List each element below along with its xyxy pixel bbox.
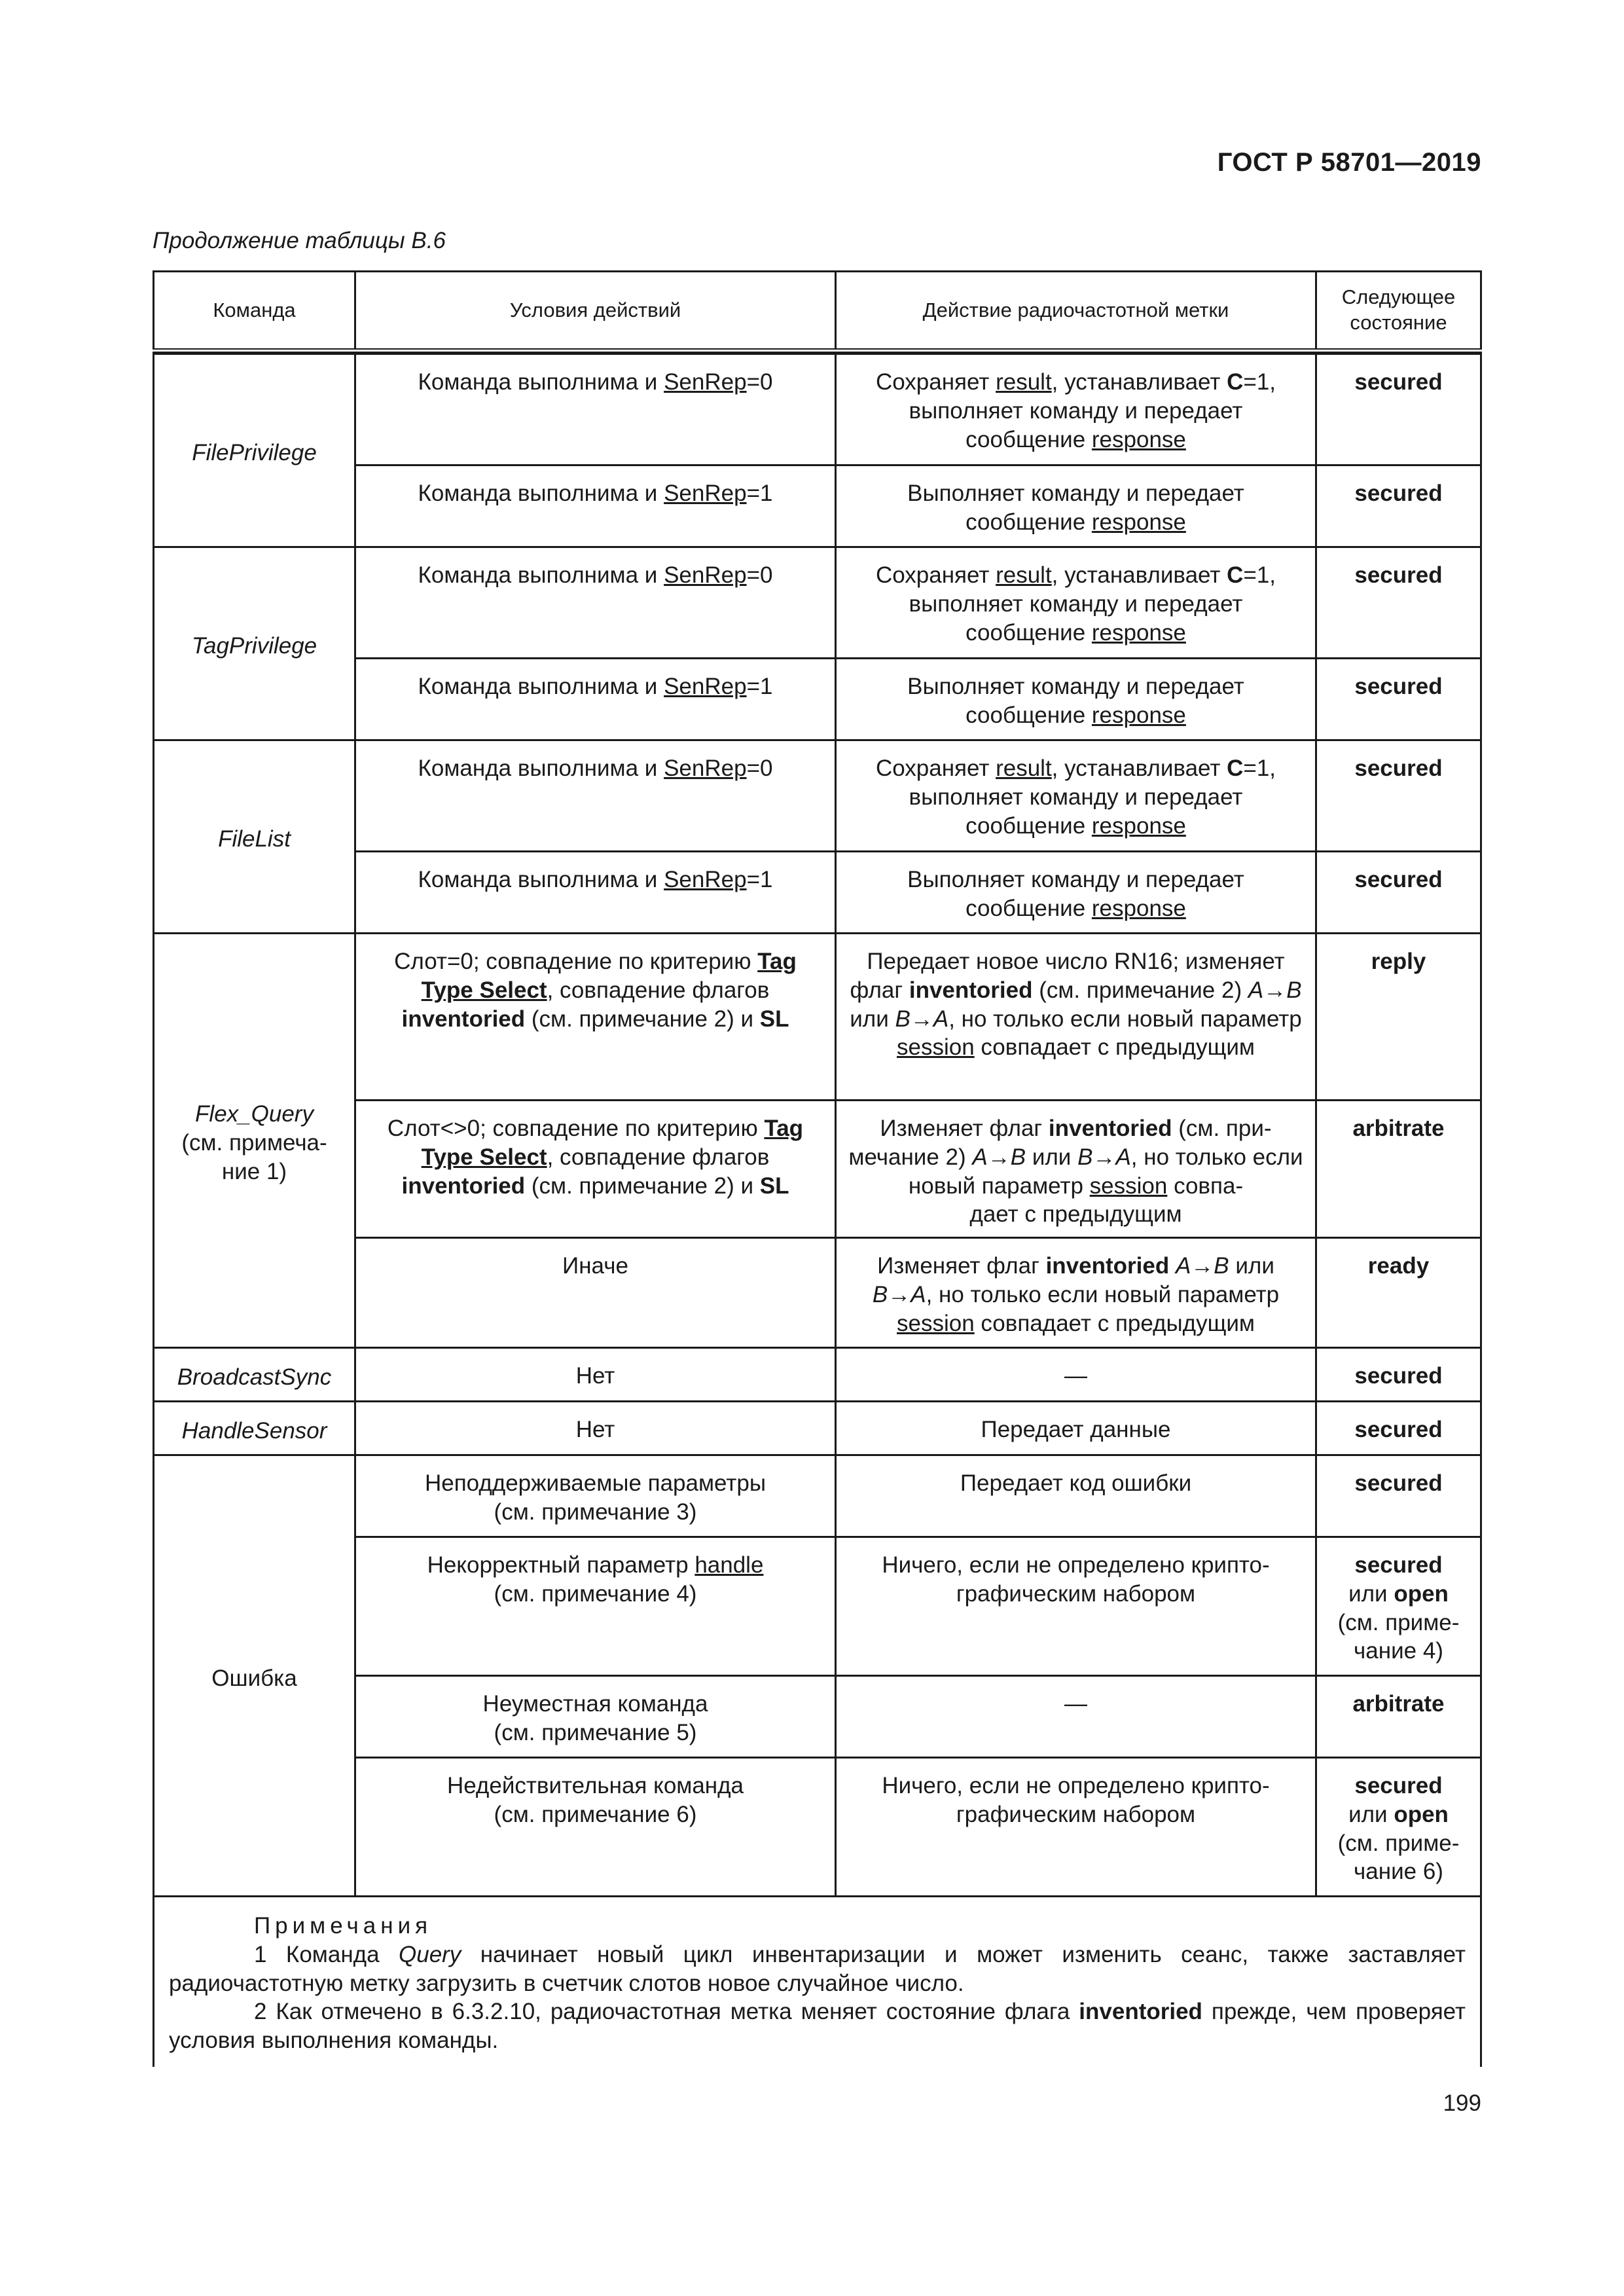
table-row [154, 1348, 1481, 1402]
next-state-cell: ready [1316, 1238, 1481, 1348]
table-caption: Продолжение таблицы В.6 [153, 228, 446, 253]
condition-cell: Команда выполнима и SenRep=0 [355, 740, 836, 852]
condition-cell: Слот<>0; совпадение по критерию Tag Type Select, совпадение флагов inventoried (см. примечание 2) и SL [355, 1101, 836, 1238]
action-cell: Выполняет команду и передает сообщение response [836, 465, 1316, 547]
table-header-row [154, 272, 1481, 351]
next-state-cell: arbitrate [1316, 1676, 1481, 1758]
table-row [154, 740, 1481, 852]
command-cell: BroadcastSync [154, 1348, 355, 1402]
command-cell: FilePrivilege [154, 354, 355, 547]
note-item: 2 Как отмечено в 6.3.2.10, радиочастотная метка меняет состояние флага inventoried прежде, чем проверяет условия выполнения команды. [169, 1999, 1466, 2053]
next-state-cell: reply [1316, 934, 1481, 1101]
condition-cell: Команда выполнима и SenRep=0 [355, 547, 836, 659]
action-cell: Сохраняет result, устанавливает C=1, выполняет команду и передает сообщение response [836, 740, 1316, 852]
action-cell: Сохраняет result, устанавливает C=1, выполняет команду и передает сообщение response [836, 354, 1316, 465]
condition-cell: Иначе [355, 1238, 836, 1348]
condition-cell: Команда выполнима и SenRep=1 [355, 659, 836, 740]
table-row [154, 1455, 1481, 1537]
notes-cell [154, 1897, 1481, 2067]
standard-designation: ГОСТ Р 58701—2019 [1217, 148, 1481, 177]
condition-cell: Недействительная команда (см. примечание 6) [355, 1758, 836, 1897]
action-cell: Изменяет флаг inventoried (см. при- мечание 2) A→B или B→A, но только если новый параметр session совпа- дает с предыдущим [836, 1101, 1316, 1238]
column-header-conditions: Условия действий [355, 272, 836, 351]
action-cell: — [836, 1676, 1316, 1758]
next-state-cell: secured или open (см. приме- чание 6) [1316, 1758, 1481, 1897]
page-number: 199 [1443, 2090, 1481, 2116]
action-cell: Выполняет команду и передает сообщение response [836, 852, 1316, 934]
table-row [154, 934, 1481, 1101]
action-cell: Передает код ошибки [836, 1455, 1316, 1537]
table-row [154, 547, 1481, 659]
state-transition-table [153, 270, 1482, 2067]
command-cell [154, 934, 355, 1348]
condition-cell: Нет [355, 1348, 836, 1402]
column-header-command: Команда [154, 272, 355, 351]
next-state-cell: secured [1316, 547, 1481, 659]
next-state-cell: secured [1316, 1402, 1481, 1455]
condition-cell: Нет [355, 1402, 836, 1455]
command-cell: TagPrivilege [154, 547, 355, 740]
column-header-tag-action: Действие радиочастотной метки [836, 272, 1316, 351]
action-cell: Передает новое число RN16; изменяет флаг inventoried (см. примечание 2) A→B или B→A, но только если новый параметр session совпадает с предыдущим [836, 934, 1316, 1101]
next-state-cell: secured [1316, 1455, 1481, 1537]
notes-title: Примечания [254, 1913, 433, 1939]
condition-cell: Команда выполнима и SenRep=1 [355, 465, 836, 547]
action-cell: Изменяет флаг inventoried A→B или B→A, но только если новый параметр session совпадает с предыдущим [836, 1238, 1316, 1348]
command-cell: FileList [154, 740, 355, 934]
action-cell: Передает данные [836, 1402, 1316, 1455]
table-row [154, 354, 1481, 465]
next-state-cell: secured [1316, 852, 1481, 934]
column-header-next-state: Следующее состояние [1316, 272, 1481, 351]
condition-cell: Некорректный параметр handle (см. примечание 4) [355, 1537, 836, 1676]
note-item: 1 Команда Query начинает новый цикл инвентаризации и может изменить сеанс, также заставляет радиочастотную метку загрузить в счетчик слотов новое случайное число. [169, 1941, 1466, 1996]
command-cell: HandleSensor [154, 1402, 355, 1455]
action-cell: Ничего, если не определено крипто- графическим набором [836, 1537, 1316, 1676]
next-state-cell: arbitrate [1316, 1101, 1481, 1238]
action-cell: Сохраняет result, устанавливает C=1, выполняет команду и передает сообщение response [836, 547, 1316, 659]
action-cell: — [836, 1348, 1316, 1402]
command-cell: Ошибка [154, 1455, 355, 1897]
next-state-cell: secured [1316, 354, 1481, 465]
condition-cell: Команда выполнима и SenRep=0 [355, 354, 836, 465]
next-state-cell: secured [1316, 1348, 1481, 1402]
notes-row [154, 1897, 1481, 2067]
action-cell: Выполняет команду и передает сообщение response [836, 659, 1316, 740]
condition-cell: Слот=0; совпадение по критерию Tag Type Select, совпадение флагов inventoried (см. примечание 2) и SL [355, 934, 836, 1101]
next-state-cell: secured или open (см. приме- чание 4) [1316, 1537, 1481, 1676]
table-row [154, 1402, 1481, 1455]
condition-cell: Неподдерживаемые параметры (см. примечание 3) [355, 1455, 836, 1537]
action-cell: Ничего, если не определено крипто- графическим набором [836, 1758, 1316, 1897]
condition-cell: Команда выполнима и SenRep=1 [355, 852, 836, 934]
next-state-cell: secured [1316, 465, 1481, 547]
next-state-cell: secured [1316, 659, 1481, 740]
next-state-cell: secured [1316, 740, 1481, 852]
command-name: Flex_Query [195, 1101, 314, 1127]
command-note: (см. примеча- ние 1) [181, 1130, 327, 1184]
condition-cell: Неуместная команда (см. примечание 5) [355, 1676, 836, 1758]
